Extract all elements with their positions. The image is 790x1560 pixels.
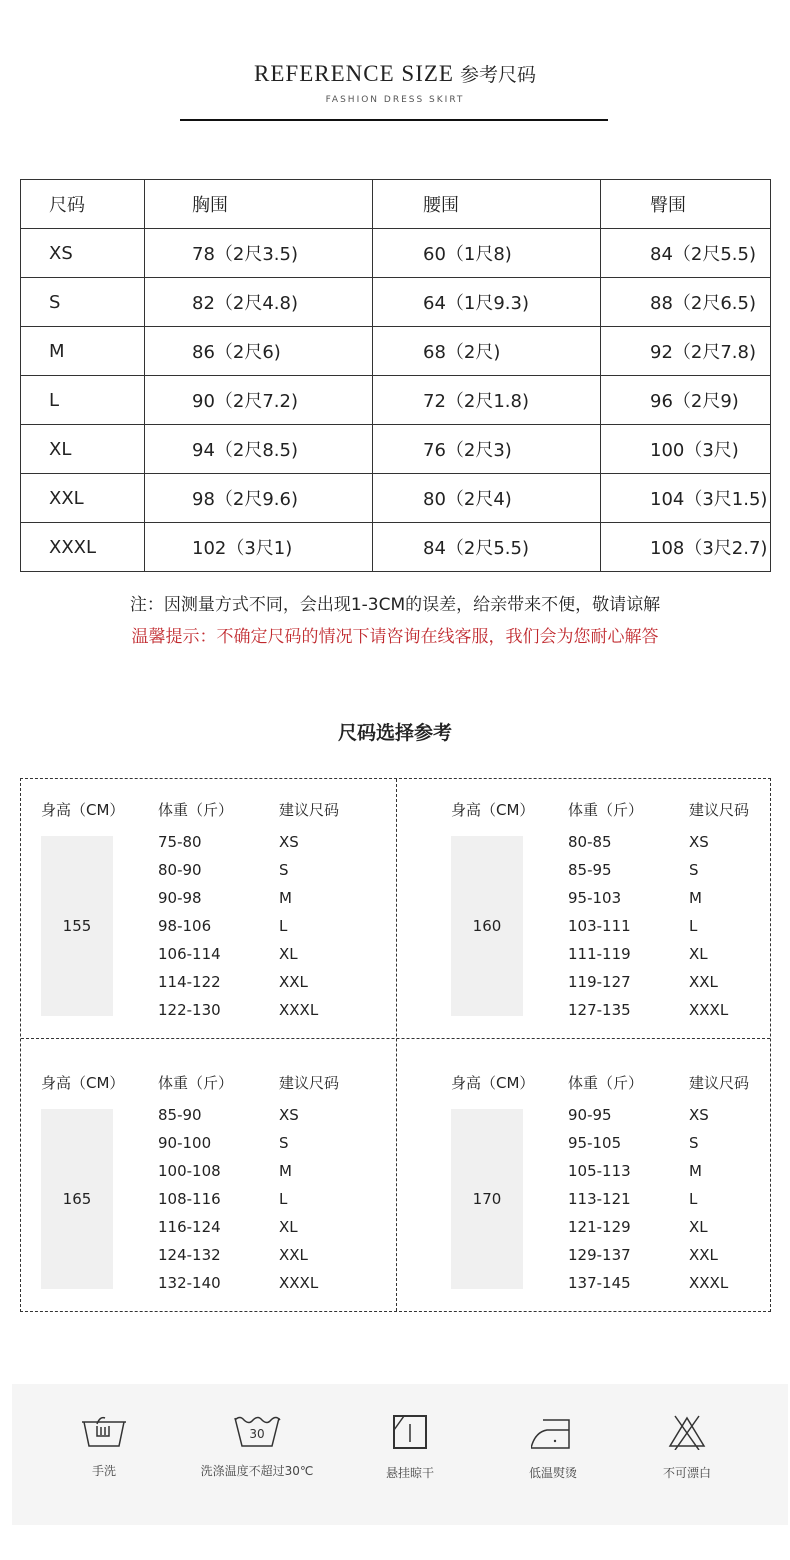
column-header: 尺码 [21,180,145,229]
suggested-size: S [689,1134,699,1152]
care-item [612,1414,762,1481]
measurement-note: 注：因测量方式不同，会出现1-3CM的误差，给亲带来不便，敬请谅解 [129,595,661,615]
table-row [21,523,771,572]
care-label: 不可漂白 [662,1466,711,1480]
weight-range: 116-124 [158,1218,221,1236]
table-cell: XS [21,229,145,278]
weight-range: 80-90 [158,861,202,879]
care-label: 悬挂晾干 [385,1466,434,1480]
tip-note: 温馨提示：不确定尺码的情况下请咨询在线客服，我们会为您耐心解答 [131,627,659,647]
weight-header: 体重（斤） [568,801,644,819]
suggested-size: M [279,1162,292,1180]
table-cell: 76（2尺3) [373,425,601,474]
table-cell: 84（2尺5.5) [601,229,771,278]
table-cell: 60（1尺8) [373,229,601,278]
table-cell: 82（2尺4.8) [145,278,373,327]
height-header: 身高（CM） [451,1074,535,1092]
weight-range: 80-85 [568,833,612,851]
height-block [21,1052,395,1312]
height-header: 身高（CM） [41,801,125,819]
hang-dry-icon [335,1414,485,1450]
weight-range: 100-108 [158,1162,221,1180]
height-value [41,836,113,1016]
height-block [431,779,790,1039]
weight-range: 129-137 [568,1246,631,1264]
subtitle: FASHION DRESS SKIRT [325,95,465,105]
care-item [29,1414,179,1479]
height-label: 170 [472,1190,502,1208]
table-row [21,425,771,474]
section-title: 尺码选择参考 [337,722,452,744]
column-header: 胸围 [145,180,373,229]
suggested-size: XXXL [279,1001,319,1019]
table-cell: XXXL [21,523,145,572]
care-label: 手洗 [91,1464,116,1478]
table-cell: 92（2尺7.8) [601,327,771,376]
height-label: 165 [62,1190,92,1208]
weight-range: 106-114 [158,945,221,963]
table-cell: 96（2尺9) [601,376,771,425]
suggested-size: XXXL [279,1274,319,1292]
svg-text:30: 30 [249,1427,265,1441]
weight-range: 132-140 [158,1274,221,1292]
wash-30-icon [182,1414,332,1448]
care-item [182,1414,332,1479]
suggested-size: M [279,889,292,907]
suggested-size: S [279,861,289,879]
suggested-size: S [689,861,699,879]
care-label: 洗涤温度不超过30℃ [200,1464,314,1478]
weight-range: 90-100 [158,1134,212,1152]
suggested-size: L [689,917,698,935]
table-cell: 102（3尺1) [145,523,373,572]
weight-range: 95-105 [568,1134,622,1152]
suggested-size: L [689,1190,698,1208]
low-iron-icon [478,1414,628,1450]
suggested-size: XXXL [689,1001,729,1019]
suggested-size: XS [279,833,299,851]
table-cell: XL [21,425,145,474]
no-bleach-icon [612,1414,762,1450]
table-cell: L [21,376,145,425]
title-zh: 参考尺码 [459,64,536,86]
care-instructions [12,1384,788,1525]
table-cell: 68（2尺) [373,327,601,376]
table-row [21,327,771,376]
suggested-size: XS [279,1106,299,1124]
weight-range: 111-119 [568,945,631,963]
table-cell: 86（2尺6) [145,327,373,376]
suggested-size: XL [689,1218,708,1236]
size-header: 建议尺码 [689,801,750,819]
suggested-size: M [689,889,702,907]
suggested-size: XL [689,945,708,963]
table-row [21,229,771,278]
weight-range: 124-132 [158,1246,221,1264]
suggested-size: L [279,1190,288,1208]
suggested-size: XXL [689,973,718,991]
title-en: REFERENCE SIZE [254,61,454,86]
table-cell: 80（2尺4) [373,474,601,523]
table-cell: M [21,327,145,376]
table-cell: 88（2尺6.5) [601,278,771,327]
hand-wash-icon [29,1414,179,1448]
height-label: 155 [62,917,92,935]
weight-range: 122-130 [158,1001,221,1019]
weight-range: 98-106 [158,917,212,935]
table-cell: S [21,278,145,327]
table-row [21,278,771,327]
suggested-size: XXL [279,1246,308,1264]
table-cell: 108（3尺2.7) [601,523,771,572]
suggested-size: XXL [689,1246,718,1264]
weight-range: 75-80 [158,833,202,851]
height-value [451,836,523,1016]
suggested-size: XL [279,1218,298,1236]
weight-range: 103-111 [568,917,631,935]
weight-range: 105-113 [568,1162,631,1180]
care-item [335,1414,485,1481]
table-cell: 100（3尺) [601,425,771,474]
divider [396,779,397,1311]
size-guide-box [20,778,771,1312]
table-cell: 64（1尺9.3) [373,278,601,327]
table-cell: XXL [21,474,145,523]
table-cell: 98（2尺9.6) [145,474,373,523]
weight-range: 85-90 [158,1106,202,1124]
table-row [21,376,771,425]
suggested-size: S [279,1134,289,1152]
column-header: 腰围 [373,180,601,229]
height-value [451,1109,523,1289]
weight-header: 体重（斤） [158,1074,234,1092]
weight-range: 108-116 [158,1190,221,1208]
size-header: 建议尺码 [689,1074,750,1092]
size-header: 建议尺码 [279,801,340,819]
size-table [20,179,771,572]
suggested-size: XS [689,833,709,851]
weight-range: 90-95 [568,1106,612,1124]
table-cell: 72（2尺1.8) [373,376,601,425]
table-cell: 84（2尺5.5) [373,523,601,572]
suggested-size: XL [279,945,298,963]
care-item [478,1414,628,1481]
weight-header: 体重（斤） [568,1074,644,1092]
weight-range: 90-98 [158,889,202,907]
table-cell: 90（2尺7.2) [145,376,373,425]
height-block [431,1052,790,1312]
column-header: 臀围 [601,180,771,229]
suggested-size: M [689,1162,702,1180]
weight-header: 体重（斤） [158,801,234,819]
suggested-size: XXL [279,973,308,991]
weight-range: 113-121 [568,1190,631,1208]
weight-range: 114-122 [158,973,221,991]
height-value [41,1109,113,1289]
divider [180,119,608,121]
weight-range: 137-145 [568,1274,631,1292]
page-title [0,60,790,87]
weight-range: 85-95 [568,861,612,879]
weight-range: 95-103 [568,889,622,907]
size-header: 建议尺码 [279,1074,340,1092]
table-cell: 78（2尺3.5) [145,229,373,278]
weight-range: 127-135 [568,1001,631,1019]
suggested-size: XS [689,1106,709,1124]
table-cell: 94（2尺8.5) [145,425,373,474]
weight-range: 119-127 [568,973,631,991]
table-header [21,180,771,229]
height-header: 身高（CM） [451,801,535,819]
height-block [21,779,395,1039]
care-label: 低温熨烫 [528,1466,577,1480]
suggested-size: XXXL [689,1274,729,1292]
height-label: 160 [472,917,502,935]
table-row [21,474,771,523]
weight-range: 121-129 [568,1218,631,1236]
suggested-size: L [279,917,288,935]
height-header: 身高（CM） [41,1074,125,1092]
table-cell: 104（3尺1.5) [601,474,771,523]
